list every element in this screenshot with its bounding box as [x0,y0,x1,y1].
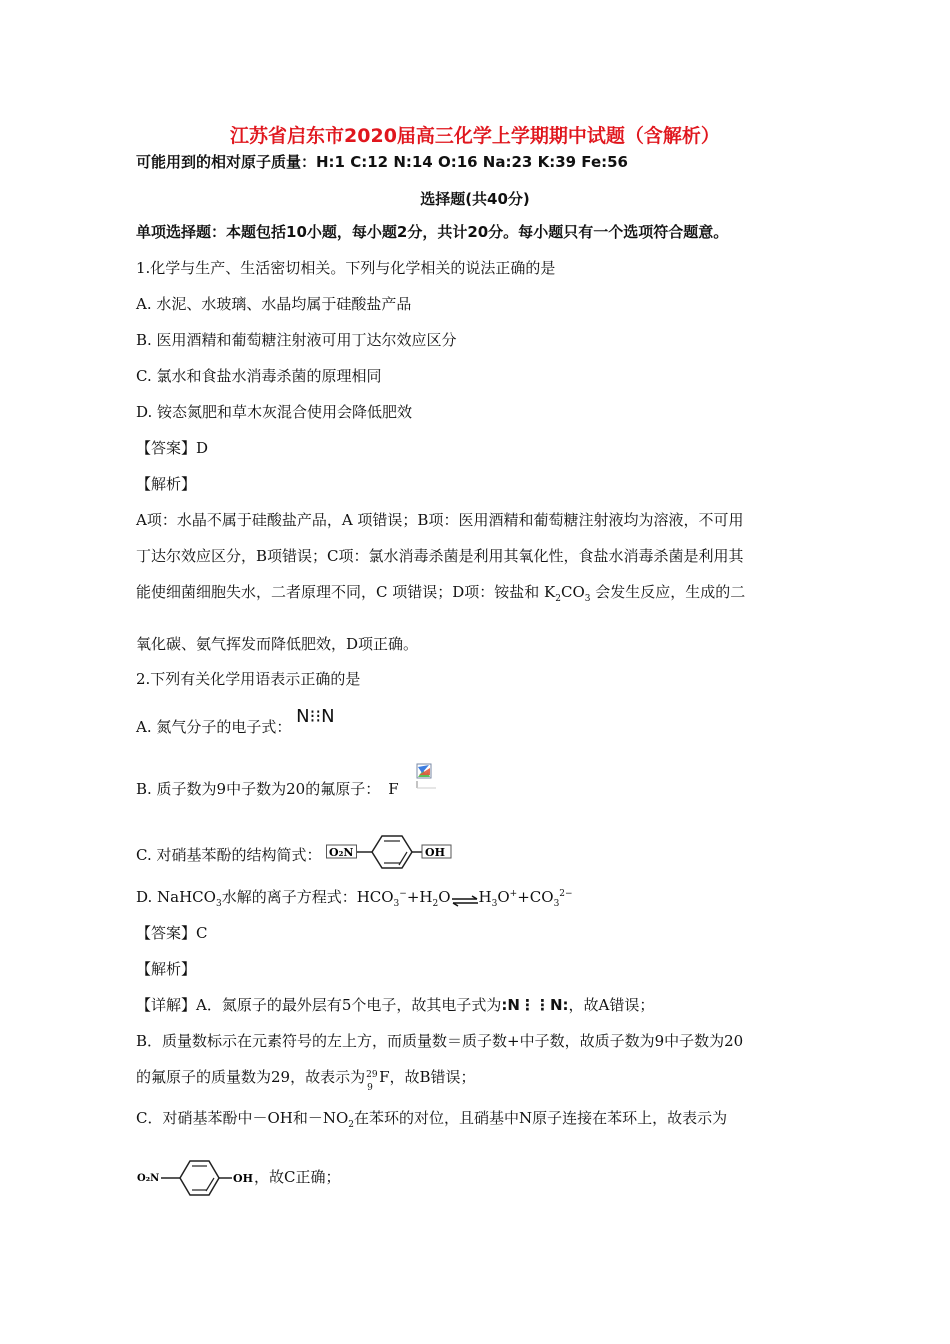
q2-option-c: C. 对硝基苯酚的结构简式： O₂N OH [136,836,452,876]
q2-detail-c-line-1: C．对硝基苯酚中－OH和$-NO_2$在苯环的对位，且硝基中N原子连接在苯环上，故表示为 [136,1109,728,1130]
q1-analysis-line-4: 氧化碳、氨气挥发而降低肥效，D项正确。 [136,635,419,653]
n2-electron-formula: N⁝⁝N [296,706,335,727]
nitrophenol-structure [326,834,452,874]
section-title: 选择题(共40分) [420,190,530,208]
q2-option-d: D. NaHCO$_3$水解的离子方程式：$HCO_3^-+H_2O$ $H_3O^++CO_3^{2-}$ [136,888,573,909]
nitrophenol-structure-2 [136,1158,254,1198]
q2-answer: 【答案】C [136,924,208,942]
struct-left-label: O₂N [329,846,354,859]
q1-answer: 【答案】D [136,439,209,457]
struct-right-label: OH [425,846,446,859]
q1-analysis-line-2: 丁达尔效应区分，B项错误；C项：氯水消毒杀菌是利用其氧化性，食盐水消毒杀菌是利用其 [136,547,744,565]
q2-detail-b-line-1: B．质量数标示在元素符号的左上方，而质量数＝质子数+中子数，故质子数为9中子数为20 [136,1032,744,1050]
q2-option-a: A. 氮气分子的电子式： N⁝⁝N [136,706,335,736]
page-title: 江苏省启东市2020届高三化学上学期期中试题（含解析） [230,125,720,147]
section-instruction: 单项选择题：本题包括10小题，每小题2分，共计20分。每小题只有一个选项符合题意。 [136,223,729,241]
fluorine-symbol: F [388,780,399,798]
q1-analysis-line-3: 能使细菌细胞失水，二者原理不同，C 项错误；D项：铵盐和 $K_2CO_3$ 会发生反应，生成的二 [136,583,746,604]
struct2-left-label: O₂N [137,1173,160,1184]
struct2-right-label: OH [233,1172,253,1185]
q1-option-b: B. 医用酒精和葡萄糖注射液可用丁达尔效应区分 [136,331,457,349]
q1-option-a: A. 水泥、水玻璃、水晶均属于硅酸盐产品 [136,295,412,313]
q1-option-c: C. 氯水和食盐水消毒杀菌的原理相同 [136,367,382,385]
q2-detail-a: 【详解】A．氮原子的最外层有5个电子，故其电子式为:N⋮⋮N:，故A错误； [136,996,655,1014]
q2-option-b: B. 质子数为9中子数为20的氟原子： F [136,780,399,798]
q2-detail-c-line-2: O₂N OH ，故C正确； [136,1158,340,1198]
q1-analysis-label: 【解析】 [136,475,197,493]
n2-electron-formula-bold: :N⋮⋮N: [501,996,569,1014]
q2-analysis-label: 【解析】 [136,960,197,978]
equilibrium-arrow-icon [451,892,479,904]
q2-detail-b-line-2: 的氟原子的质量数为29，故表示为 29 9 F，故B错误； [136,1068,476,1093]
q1-stem: 1.化学与生产、生活密切相关。下列与化学相关的说法正确的是 [136,259,556,277]
broken-image-icon [416,763,438,789]
q1-analysis-line-1: A项：水晶不属于硅酸盐产品，A 项错误；B项：医用酒精和葡萄糖注射液均为溶液，不可用 [136,511,744,529]
q2-stem: 2.下列有关化学用语表示正确的是 [136,670,361,688]
atomic-masses: 可能用到的相对原子质量：H:1 C:12 N:14 O:16 Na:23 K:39 Fe:56 [136,153,628,171]
q1-option-d: D. 铵态氮肥和草木灰混合使用会降低肥效 [136,403,413,421]
